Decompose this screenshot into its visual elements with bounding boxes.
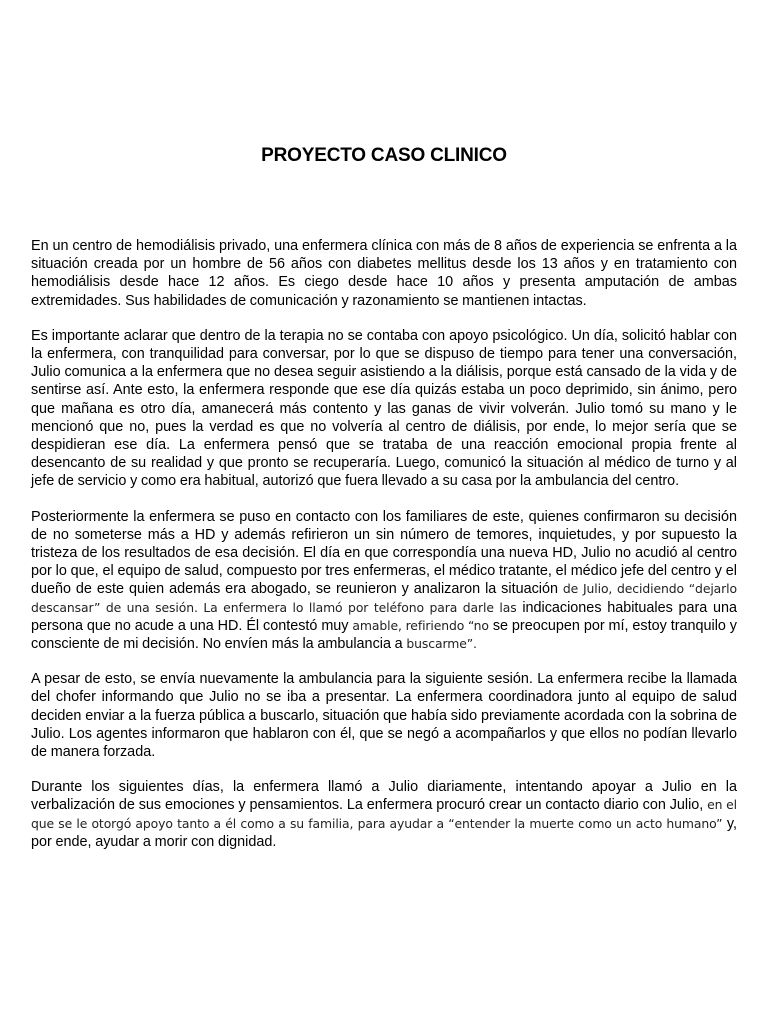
- paragraph-3-part-2: de Julio, decidiendo “dejarlo descansar” de una sesión. La enfermera lo llamó por teléfono para darle las: [31, 581, 737, 615]
- paragraph-3-part-1: Posteriormente la enfermera se puso en contacto con los familiares de este, quienes confirmaron su decisión de no someterse más a HD y además refirieron un sin número de temores, inquietudes, y por supuesto la tristeza de los resultados de esa decisión. El día en que correspondía una nueva HD, Julio no acudió al centro por lo que, el equipo de salud, compuesto por tres enfermeras, el médico tratante, el médico jefe del centro y el dueño de este quien además era abogado, se reunieron y analizaron la situación: [31, 508, 737, 598]
- paragraph-2-text: Es importante aclarar que dentro de la terapia no se contaba con apoyo psicológico. Un día, solicitó hablar con la enfermera, con tranquilidad para conversar, por lo que se dispuso de tiempo para tener una conversación, Julio comunica a la enfermera que no desea seguir asistiendo a la diálisis, porque está cansado de la vida y de sentirse así. Ante esto, la enfermera responde que ese día quizás estaba un poco deprimido, sin ánimo, pero que mañana es otro día, amanecerá más contento y las ganas de vivir volverán. Julio tomó su mano y le mencionó que no, pues la verdad es que no volvería al centro de diálisis, por ende, lo mejor sería que se despidieran ese día. La enfermera pensó que se trataba de una reacción emocional propia frente al desencanto de su realidad y que pronto se recuperaría. Luego, comunicó la situación al médico de turno y al jefe de servicio y como era habitual, autorizó que fuera llevado a su casa por la ambulancia del centro.: [31, 327, 737, 490]
- paragraph-1-text: En un centro de hemodiálisis privado, una enfermera clínica con más de 8 años de experiencia se enfrenta a la situación creada por un hombre de 56 años con diabetes mellitus desde los 13 años y en tratamiento con hemodiálisis desde hace 12 años. Es ciego desde hace 10 años y presenta amputación de ambas extremidades. Sus habilidades de comunicación y razonamiento se mantienen intactas.: [31, 238, 737, 309]
- document-body: [31, 237, 737, 868]
- paragraph-4: [31, 670, 737, 761]
- paragraph-5-part-1: Durante los siguientes días, la enfermera llamó a Julio diariamente, intentando apoyar a Julio en la verbalización de sus emociones y pensamientos. La enfermera procuró crear un contacto diario con Julio,: [31, 779, 737, 814]
- paragraph-3-part-4: amable, refiriendo “no: [352, 617, 489, 633]
- document-title: PROYECTO CASO CLINICO: [261, 145, 507, 166]
- paragraph-4-text: A pesar de esto, se envía nuevamente la ambulancia para la siguiente sesión. La enfermera recibe la llamada del chofer informando que Julio no se iba a presentar. La enfermera coordinadora junto al equipo de salud deciden enviar a la fuerza pública a buscarlo, situación que había sido previamente acordada con la sobrina de Julio. Los agentes informaron que hablaron con él, que se negó a acompañarlos y que ellos no podían llevarlo de manera forzada.: [31, 671, 737, 761]
- paragraph-3-part-5: se preocupen por mí, estoy tranquilo y consciente de mi decisión. No envíen más la ambulancia a: [31, 617, 737, 653]
- paragraph-2: [31, 327, 737, 491]
- paragraph-3: [31, 508, 737, 654]
- paragraph-1: [31, 237, 737, 310]
- paragraph-3-part-3: indicaciones habituales para una persona que no acude a una HD. Él contestó muy: [31, 599, 738, 634]
- paragraph-3-part-6: buscarme”.: [406, 636, 477, 652]
- paragraph-5-part-3: y, por ende, ayudar a morir con dignidad.: [31, 815, 737, 850]
- paragraph-5: [31, 778, 737, 851]
- paragraph-5-part-2: en el que se le otorgó apoyo tanto a él como a su familia, para ayudar a “entender la muerte como un acto humano”: [31, 797, 737, 831]
